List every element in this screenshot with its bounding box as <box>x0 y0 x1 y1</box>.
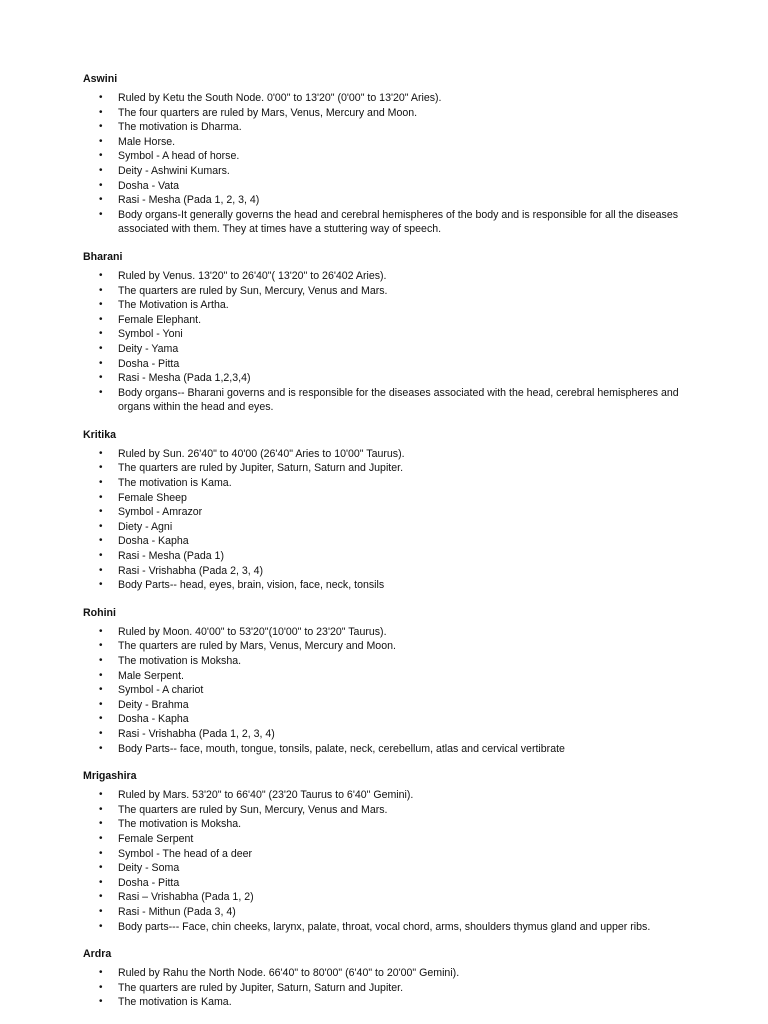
list-item-text: The quarters are ruled by Sun, Mercury, Venus and Mars. <box>118 803 388 816</box>
list-item-text: Symbol - Yoni <box>118 328 183 341</box>
bullet-icon: • <box>99 372 103 384</box>
list-item-text: Deity - Soma <box>118 862 180 875</box>
list-item <box>0 208 768 237</box>
bullet-icon: • <box>99 579 103 591</box>
list-item <box>0 476 768 491</box>
list-item-text: Ruled by Rahu the North Node. 66'40" to 80'00" (6'40" to 20'00" Gemini). <box>118 967 460 980</box>
list-item-text: The quarters are ruled by Jupiter, Saturn, Saturn and Jupiter. <box>118 462 404 475</box>
list-item <box>0 193 768 208</box>
list-item <box>0 564 768 579</box>
list-item <box>0 966 768 981</box>
bullet-icon: • <box>99 862 103 874</box>
bullet-icon: • <box>99 905 103 917</box>
list-item-text: Deity - Yama <box>118 342 179 355</box>
bullet-icon: • <box>99 789 103 801</box>
bullet-icon: • <box>99 742 103 754</box>
bullet-icon: • <box>99 357 103 369</box>
list-item-text: Deity - Brahma <box>118 698 189 711</box>
list-item <box>0 861 768 876</box>
list-item-text: Dosha - Pitta <box>118 357 180 370</box>
section-heading: Kritika <box>83 428 116 441</box>
list-item-text: Symbol - A chariot <box>118 684 204 697</box>
list-item <box>0 298 768 313</box>
section-heading: Aswini <box>83 73 118 85</box>
list-item <box>0 447 768 462</box>
list-item <box>0 683 768 698</box>
bullet-icon: • <box>99 655 103 666</box>
list-item <box>0 847 768 862</box>
list-item-text: Body organs-It generally governs the head and cerebral hemispheres of the body and is responsible for all the diseases associated with them. They at times have a stuttering way of speech. <box>118 208 679 236</box>
bullet-icon: • <box>99 208 103 220</box>
list-item-text: Rasi - Mesha (Pada 1, 2, 3, 4) <box>118 194 260 207</box>
bullet-icon: • <box>99 981 103 993</box>
bullet-icon: • <box>99 328 103 340</box>
list-item <box>0 520 768 535</box>
list-item-text: Rasi - Mesha (Pada 1) <box>118 550 224 563</box>
list-item <box>0 712 768 727</box>
nakshatra-section <box>0 947 768 1010</box>
list-item <box>0 981 768 996</box>
list-item-text: Dosha - Kapha <box>118 713 189 726</box>
list-item <box>0 327 768 342</box>
bullet-icon: • <box>99 150 103 162</box>
list-item-text: The motivation is Kama. <box>118 477 232 490</box>
list-item <box>0 91 768 106</box>
bullet-icon: • <box>99 491 103 503</box>
section-heading: Mrigashira <box>83 770 137 783</box>
section-heading: Bharani <box>83 250 123 263</box>
bullet-icon: • <box>99 640 103 652</box>
list-item-text: Body parts--- Face, chin cheeks, larynx, palate, throat, vocal chord, arms, shoulders thymus gland and upper ribs. <box>118 920 651 933</box>
list-item <box>0 727 768 742</box>
list-item-text: Rasi – Vrishabha (Pada 1, 2) <box>118 891 254 904</box>
list-item <box>0 179 768 194</box>
bullet-list <box>0 625 768 756</box>
bullet-icon: • <box>99 506 103 518</box>
list-item-text: Ruled by Ketu the South Node. 0'00" to 13'20" (0'00" to 13'20" Aries). <box>118 92 442 104</box>
list-item-text: Ruled by Mars. 53'20" to 66'40" (23'20 Taurus to 6'40" Gemini). <box>118 789 414 802</box>
bullet-icon: • <box>99 535 103 547</box>
list-item <box>0 654 768 669</box>
list-item <box>0 357 768 372</box>
list-item <box>0 625 768 640</box>
bullet-icon: • <box>99 550 103 562</box>
list-item-text: The quarters are ruled by Mars, Venus, Mercury and Moon. <box>118 640 396 653</box>
bullet-icon: • <box>99 121 103 133</box>
list-item <box>0 313 768 328</box>
bullet-icon: • <box>99 520 103 532</box>
bullet-list <box>0 966 768 1010</box>
bullet-icon: • <box>99 832 103 844</box>
list-item-text: Symbol - The head of a deer <box>118 847 253 860</box>
list-item-text: The motivation is Kama. <box>118 996 232 1009</box>
bullet-icon: • <box>99 564 103 576</box>
bullet-list <box>0 447 768 593</box>
list-item <box>0 905 768 920</box>
list-item-text: Male Serpent. <box>118 669 184 682</box>
list-item <box>0 890 768 905</box>
list-item <box>0 106 768 121</box>
list-item <box>0 505 768 520</box>
bullet-icon: • <box>99 698 103 710</box>
bullet-icon: • <box>99 967 103 979</box>
bullet-icon: • <box>99 299 103 311</box>
list-item <box>0 386 768 415</box>
list-item-text: Rasi - Vrishabha (Pada 1, 2, 3, 4) <box>118 727 275 740</box>
list-item-text: Ruled by Sun. 26'40" to 40'00 (26'40" Aries to 10'00" Taurus). <box>118 447 405 460</box>
list-item-text: Deity - Ashwini Kumars. <box>118 164 230 177</box>
list-item-text: Dosha - Vata <box>118 179 180 192</box>
list-item <box>0 284 768 299</box>
bullet-icon: • <box>99 818 103 830</box>
list-item-text: Female Elephant. <box>118 313 202 326</box>
bullet-icon: • <box>99 891 103 903</box>
list-item <box>0 742 768 757</box>
bullet-icon: • <box>99 625 103 637</box>
list-item <box>0 371 768 386</box>
list-item <box>0 817 768 832</box>
nakshatra-section <box>0 606 768 756</box>
list-item-text: Male Horse. <box>118 135 176 148</box>
document-page <box>0 72 768 1010</box>
list-item <box>0 534 768 549</box>
bullet-icon: • <box>99 164 103 176</box>
nakshatra-section <box>0 250 768 415</box>
list-item-text: Body Parts-- face, mouth, tongue, tonsils, palate, neck, cerebellum, atlas and cervical vertibrate <box>118 742 565 755</box>
nakshatra-section <box>0 428 768 593</box>
nakshatra-section <box>0 72 768 237</box>
list-item-text: The quarters are ruled by Jupiter, Saturn, Saturn and Jupiter. <box>118 981 404 994</box>
list-item-text: Body Parts-- head, eyes, brain, vision, face, neck, tonsils <box>118 579 385 592</box>
list-item-text: Symbol - Amrazor <box>118 506 203 519</box>
bullet-icon: • <box>99 342 103 354</box>
bullet-icon: • <box>99 462 103 474</box>
bullet-icon: • <box>99 803 103 815</box>
list-item <box>0 120 768 135</box>
list-item-text: The quarters are ruled by Sun, Mercury, Venus and Mars. <box>118 284 388 297</box>
bullet-list <box>0 269 768 415</box>
bullet-list <box>0 91 768 237</box>
list-item <box>0 164 768 179</box>
bullet-icon: • <box>99 669 103 681</box>
bullet-icon: • <box>99 847 103 859</box>
bullet-icon: • <box>99 876 103 888</box>
bullet-icon: • <box>99 447 103 459</box>
list-item-text: Female Serpent <box>118 832 194 845</box>
list-item <box>0 135 768 150</box>
list-item <box>0 269 768 284</box>
list-item <box>0 995 768 1010</box>
bullet-icon: • <box>99 179 103 191</box>
list-item <box>0 491 768 506</box>
list-item-text: The Motivation is Artha. <box>118 299 229 312</box>
list-item <box>0 461 768 476</box>
bullet-icon: • <box>99 106 103 118</box>
list-item <box>0 549 768 564</box>
list-item <box>0 803 768 818</box>
list-item-text: Diety - Agni <box>118 520 173 533</box>
bullet-icon: • <box>99 713 103 725</box>
list-item <box>0 342 768 357</box>
list-item-text: Symbol - A head of horse. <box>118 150 240 163</box>
bullet-icon: • <box>99 284 103 296</box>
bullet-icon: • <box>99 684 103 696</box>
bullet-icon: • <box>99 269 103 281</box>
list-item-text: The motivation is Moksha. <box>118 655 242 667</box>
bullet-icon: • <box>99 92 103 103</box>
list-item <box>0 920 768 935</box>
bullet-icon: • <box>99 996 103 1008</box>
list-item-text: Dosha - Pitta <box>118 876 180 889</box>
list-item-text: Body organs-- Bharani governs and is responsible for the diseases associated with the head, cerebral hemispheres and organs within the head and eyes. <box>118 386 679 414</box>
list-item <box>0 788 768 803</box>
section-heading: Rohini <box>83 606 116 619</box>
list-item-text: The motivation is Dharma. <box>118 121 242 134</box>
list-item-text: Dosha - Kapha <box>118 535 189 548</box>
list-item <box>0 876 768 891</box>
list-item <box>0 832 768 847</box>
bullet-icon: • <box>99 386 103 398</box>
list-item-text: Ruled by Venus. 13'20" to 26'40"( 13'20" to 26'402 Aries). <box>118 269 387 282</box>
list-item-text: Rasi - Mesha (Pada 1,2,3,4) <box>118 372 251 385</box>
bullet-icon: • <box>99 477 103 489</box>
list-item-text: Ruled by Moon. 40'00" to 53'20"(10'00" to 23'20" Taurus). <box>118 625 387 638</box>
list-item <box>0 669 768 684</box>
list-item-text: Rasi - Vrishabha (Pada 2, 3, 4) <box>118 564 264 577</box>
list-item-text: Female Sheep <box>118 491 187 504</box>
list-item <box>0 698 768 713</box>
bullet-list <box>0 788 768 934</box>
list-item <box>0 639 768 654</box>
list-item-text: The four quarters are ruled by Mars, Venus, Mercury and Moon. <box>118 106 418 119</box>
bullet-icon: • <box>99 194 103 206</box>
bullet-icon: • <box>99 135 103 147</box>
list-item-text: The motivation is Moksha. <box>118 818 242 831</box>
bullet-icon: • <box>99 920 103 932</box>
bullet-icon: • <box>99 727 103 739</box>
nakshatra-section <box>0 769 768 934</box>
list-item <box>0 578 768 593</box>
list-item-text: Rasi - Mithun (Pada 3, 4) <box>118 905 236 918</box>
bullet-icon: • <box>99 313 103 325</box>
list-item <box>0 149 768 164</box>
section-heading: Ardra <box>83 948 112 961</box>
